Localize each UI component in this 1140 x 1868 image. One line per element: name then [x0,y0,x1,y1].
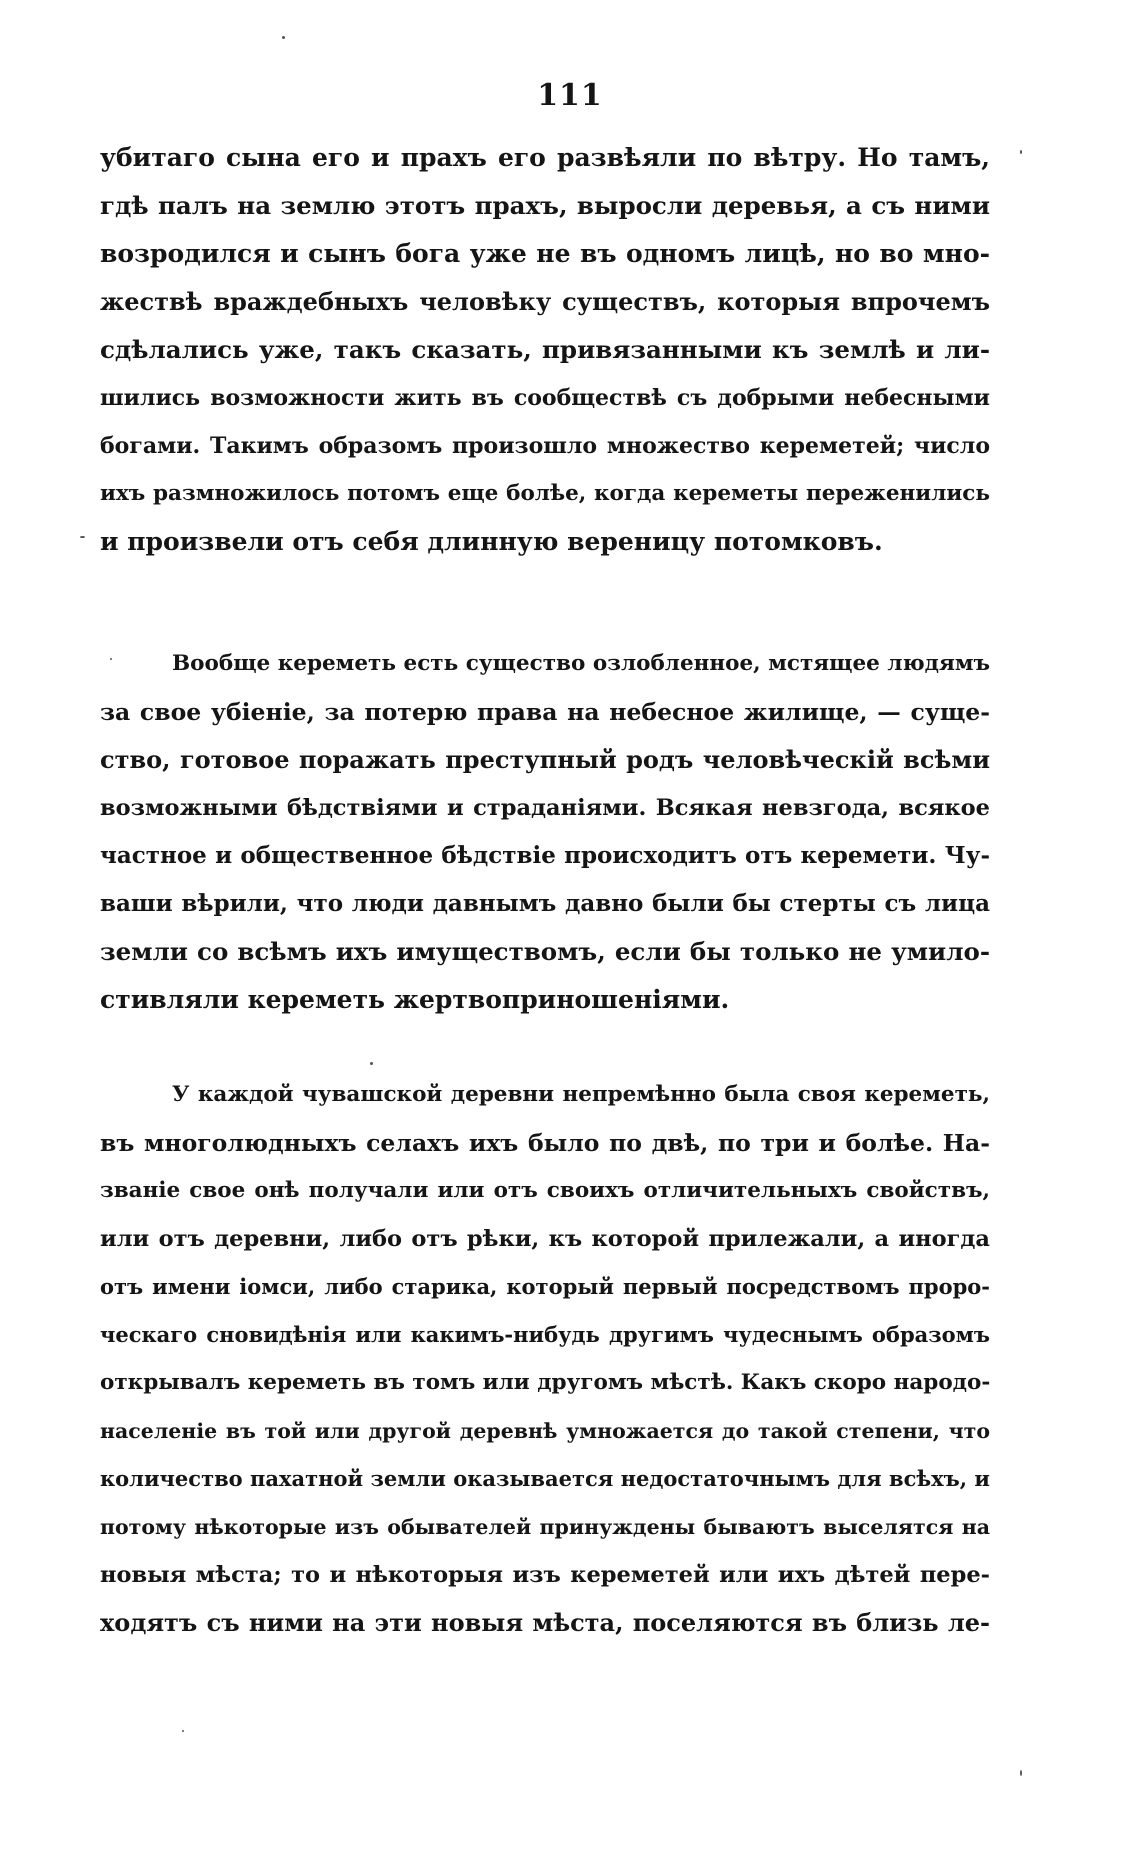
text-line: званіе свое онѣ получали или отъ своихъ отличительныхъ свойствъ, [100,1178,990,1203]
text-line: открывалъ кереметь въ томъ или другомъ мѣстѣ. Какъ скоро народо- [100,1370,991,1395]
scan-speck [1020,150,1022,154]
text-line: ваши вѣрили, что люди давнымъ давно были бы стерты съ лица [100,890,990,917]
paragraph-1 [100,134,990,566]
text-line: потому нѣкоторые изъ обывателей принуждены бываютъ выселятся на [100,1515,990,1539]
text-line: шились возможности жить въ сообществѣ съ добрыми небесными [100,385,990,411]
paragraph-2 [100,640,990,1024]
text-line: населеніе въ той или другой деревнѣ умножается до такой степени, что [100,1419,990,1443]
text-line: возможными бѣдствіями и страданіями. Всякая невзгода, всякое [100,795,990,821]
text-line: стивляли кереметь жертвоприношеніями. [100,985,730,1014]
scan-speck [282,36,285,39]
scan-speck [182,1730,184,1732]
text-line: количество пахатной земли оказывается недостаточнымъ для всѣхъ, и [100,1466,990,1491]
text-line: богами. Такимъ образомъ произошло множество кереметей; число [100,433,990,459]
text-line: У каждой чувашской деревни непремѣнно была своя кереметь, [172,1082,990,1107]
scan-speck [110,658,112,660]
text-line: ихъ размножилось потомъ еще болѣе, когда кереметы переженились [100,481,990,506]
text-line: въ многолюдныхъ селахъ ихъ было по двѣ, по три и болѣе. На- [100,1129,990,1157]
text-line: ство, готовое поражать преступный родъ человѣческій всѣми [100,745,990,774]
text-line: частное и общественное бѣдствіе происходитъ отъ керемети. Чу- [100,842,990,869]
text-line: или отъ деревни, либо отъ рѣки, къ которой прилежали, а иногда [100,1226,990,1252]
text-line: ходятъ съ ними на эти новыя мѣста, поселяются въ близь ле- [100,1608,990,1637]
scan-speck [370,1062,373,1065]
text-line: убитаго сына его и прахъ его развѣяли по вѣтру. Но тамъ, [100,143,990,172]
text-line: и произвели отъ себя длинную вереницу потомковъ. [100,527,883,556]
text-line: гдѣ палъ на землю этотъ прахъ, выросли деревья, а съ ними [100,191,990,220]
text-line: новыя мѣста; то и нѣкоторыя изъ кереметей или ихъ дѣтей пере- [100,1562,990,1588]
scan-speck [1020,1770,1022,1776]
text-line: жествѣ враждебныхъ человѣку существъ, которыя впрочемъ [100,287,990,316]
text-line: отъ имени іомси, либо старика, который первый посредствомъ проро- [100,1274,990,1299]
text-line: земли со всѣмъ ихъ имуществомъ, если бы только не умило- [100,937,990,966]
text-line: сдѣлались уже, такъ сказать, привязанными къ землѣ и ли- [100,335,990,364]
page-number: 111 [537,78,603,113]
paragraph-3 [100,1071,990,1647]
text-line: возродился и сынъ бога уже не въ одномъ лицѣ, но во мно- [100,239,990,268]
text-line: ческаго сновидѣнія или какимъ-нибудь другимъ чудеснымъ образомъ [100,1322,990,1347]
text-line: Вообще кереметь есть существо озлобленное, мстящее людямъ [172,651,990,676]
text-line: за свое убіеніе, за потерю права на небесное жилище, — суще- [100,698,990,726]
scan-speck [80,536,85,538]
